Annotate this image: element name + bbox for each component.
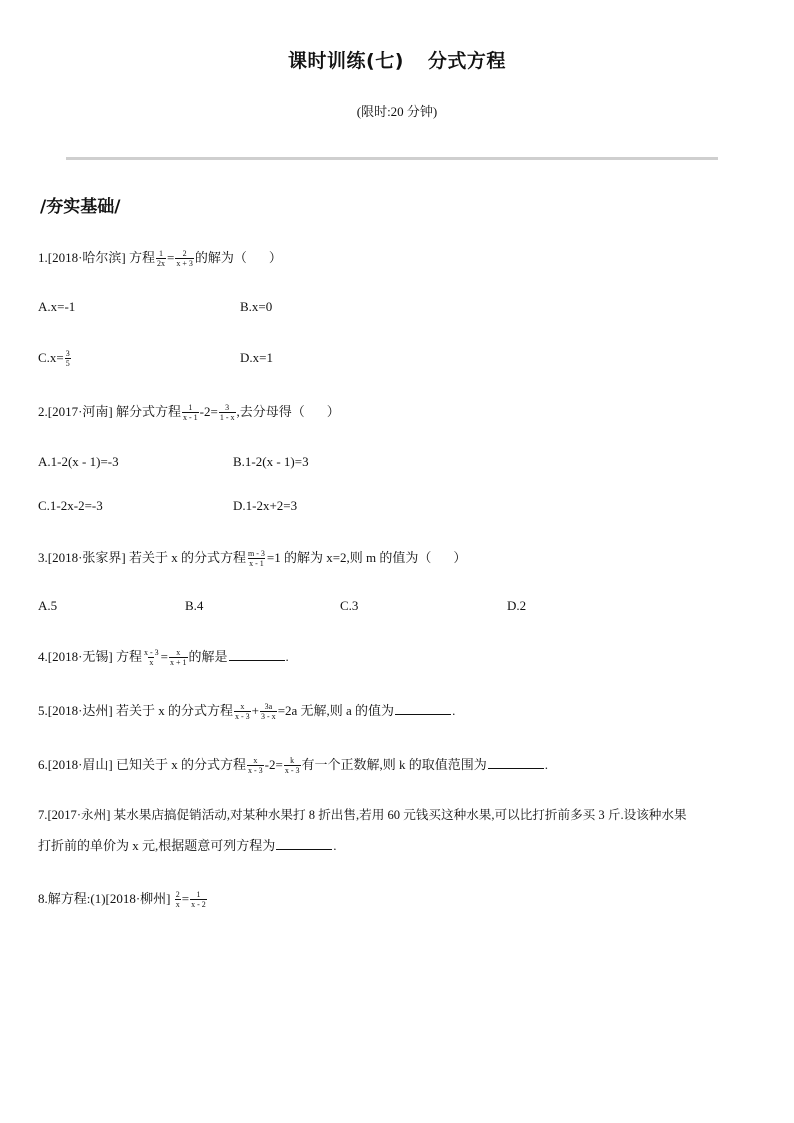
q6-stem: 6.[2018·眉山] 已知关于 x 的分式方程 [38,757,246,772]
question-4: 4.[2018·无锡] 方程 $\frac{x - 3}{x}$ = $\frac{x}{x + 1}$ 的解是 . [38,647,289,667]
q8-fraction-right: $\frac{1}{x - 2}$ [191,889,206,909]
q3-fraction: $\frac{m - 3}{x - 1}$ [248,548,265,568]
question-7-line-1: 7.[2017·永州] 某水果店搞促销活动,对某种水果打 8 折出售,若用 60 元钱买这种水果,可以比打折前多买 3 斤.设该种水果 [38,808,687,822]
q3-option-a: A.5 [38,598,58,613]
title-lesson: 课时训练(七) [288,50,404,72]
time-limit: (限时:20 分钟) [356,104,438,119]
q1-fraction-left: $\frac{1}{2x}$ [157,248,165,268]
header-divider [66,157,718,160]
q2-option-b: B.1-2(x - 1)=3 [233,454,309,469]
q7-answer-blank[interactable] [276,837,332,850]
q5-answer-blank[interactable] [395,702,451,715]
q3-option-b: B.4 [185,598,204,613]
question-1: 1.[2018·哈尔滨] 方程 $\frac{1}{2x}$ = $\frac{2}{x + 3}$ 的解为（ ） [38,248,282,268]
question-7-line-2: 打折前的单价为 x 元,根据题意可列方程为 . [38,838,337,853]
q8-fraction-left: $\frac{2}{x}$ [175,889,180,909]
q2-stem: 2.[2017·河南] 解分式方程 [38,404,181,419]
q2-option-a: A.1-2(x - 1)=-3 [38,454,119,469]
q5-fraction-right: $\frac{3a}{3 - x}$ [261,701,276,721]
section-title: /夯实基础/ [40,197,121,217]
q2-fraction-left: $\frac{1}{x - 1}$ [183,402,198,422]
q1-option-d: D.x=1 [240,350,273,365]
q4-stem: 4.[2018·无锡] 方程 [38,649,142,664]
q3-option-d: D.2 [507,598,527,613]
q5-fraction-left: $\frac{x}{x - 3}$ [235,701,250,721]
q1-option-b: B.x=0 [240,299,273,314]
question-6: 6.[2018·眉山] 已知关于 x 的分式方程 $\frac{x}{x - 3}$ -2= $\frac{k}{x - 3}$ 有一个正数解,则 k 的取值范围为 . [38,755,549,775]
q5-stem: 5.[2018·达州] 若关于 x 的分式方程 [38,703,233,718]
q2-option-d: D.1-2x+2=3 [233,498,298,513]
q3-stem: 3.[2018·张家界] 若关于 x 的分式方程 [38,550,246,565]
q2-fraction-right: $\frac{3}{1 - x}$ [219,402,235,422]
question-3: 3.[2018·张家界] 若关于 x 的分式方程 $\frac{m - 3}{x - 1}$ =1 的解为 x=2,则 m 的值为（ ） [38,548,467,568]
question-2: 2.[2017·河南] 解分式方程 $\frac{1}{x - 1}$ -2= $\frac{3}{1 - x}$ ,去分母得（ ） [38,402,340,422]
q2-option-c: C.1-2x-2=-3 [38,498,103,513]
q4-answer-blank[interactable] [229,648,285,661]
q1-fraction-right: $\frac{2}{x + 3}$ [176,248,193,268]
q6-fraction-right: $\frac{k}{x - 3}$ [284,755,300,775]
question-5: 5.[2018·达州] 若关于 x 的分式方程 $\frac{x}{x - 3}$ + $\frac{3a}{3 - x}$ =2a 无解,则 a 的值为 . [38,701,456,721]
q8-stem: 8.解方程:(1)[2018·柳州] [38,891,171,906]
q6-fraction-left: $\frac{x}{x - 3}$ [248,755,263,775]
q3-option-c: C.3 [340,598,359,613]
q4-fraction-left: $\frac{x - 3}{x}$ [144,647,159,667]
title-topic: 分式方程 [427,50,506,72]
q1-stem: 1.[2018·哈尔滨] 方程 [38,250,155,265]
q4-fraction-right: $\frac{x}{x + 1}$ [170,647,187,667]
page-title [0,46,794,73]
q1-option-a: A.x=-1 [38,299,76,314]
question-8: 8.解方程:(1)[2018·柳州] $\frac{2}{x}$ = $\frac{1}{x - 2}$ [38,889,206,909]
q6-answer-blank[interactable] [488,756,544,769]
q1-option-c: C.x= $\frac{3}{5}$ [38,348,70,368]
